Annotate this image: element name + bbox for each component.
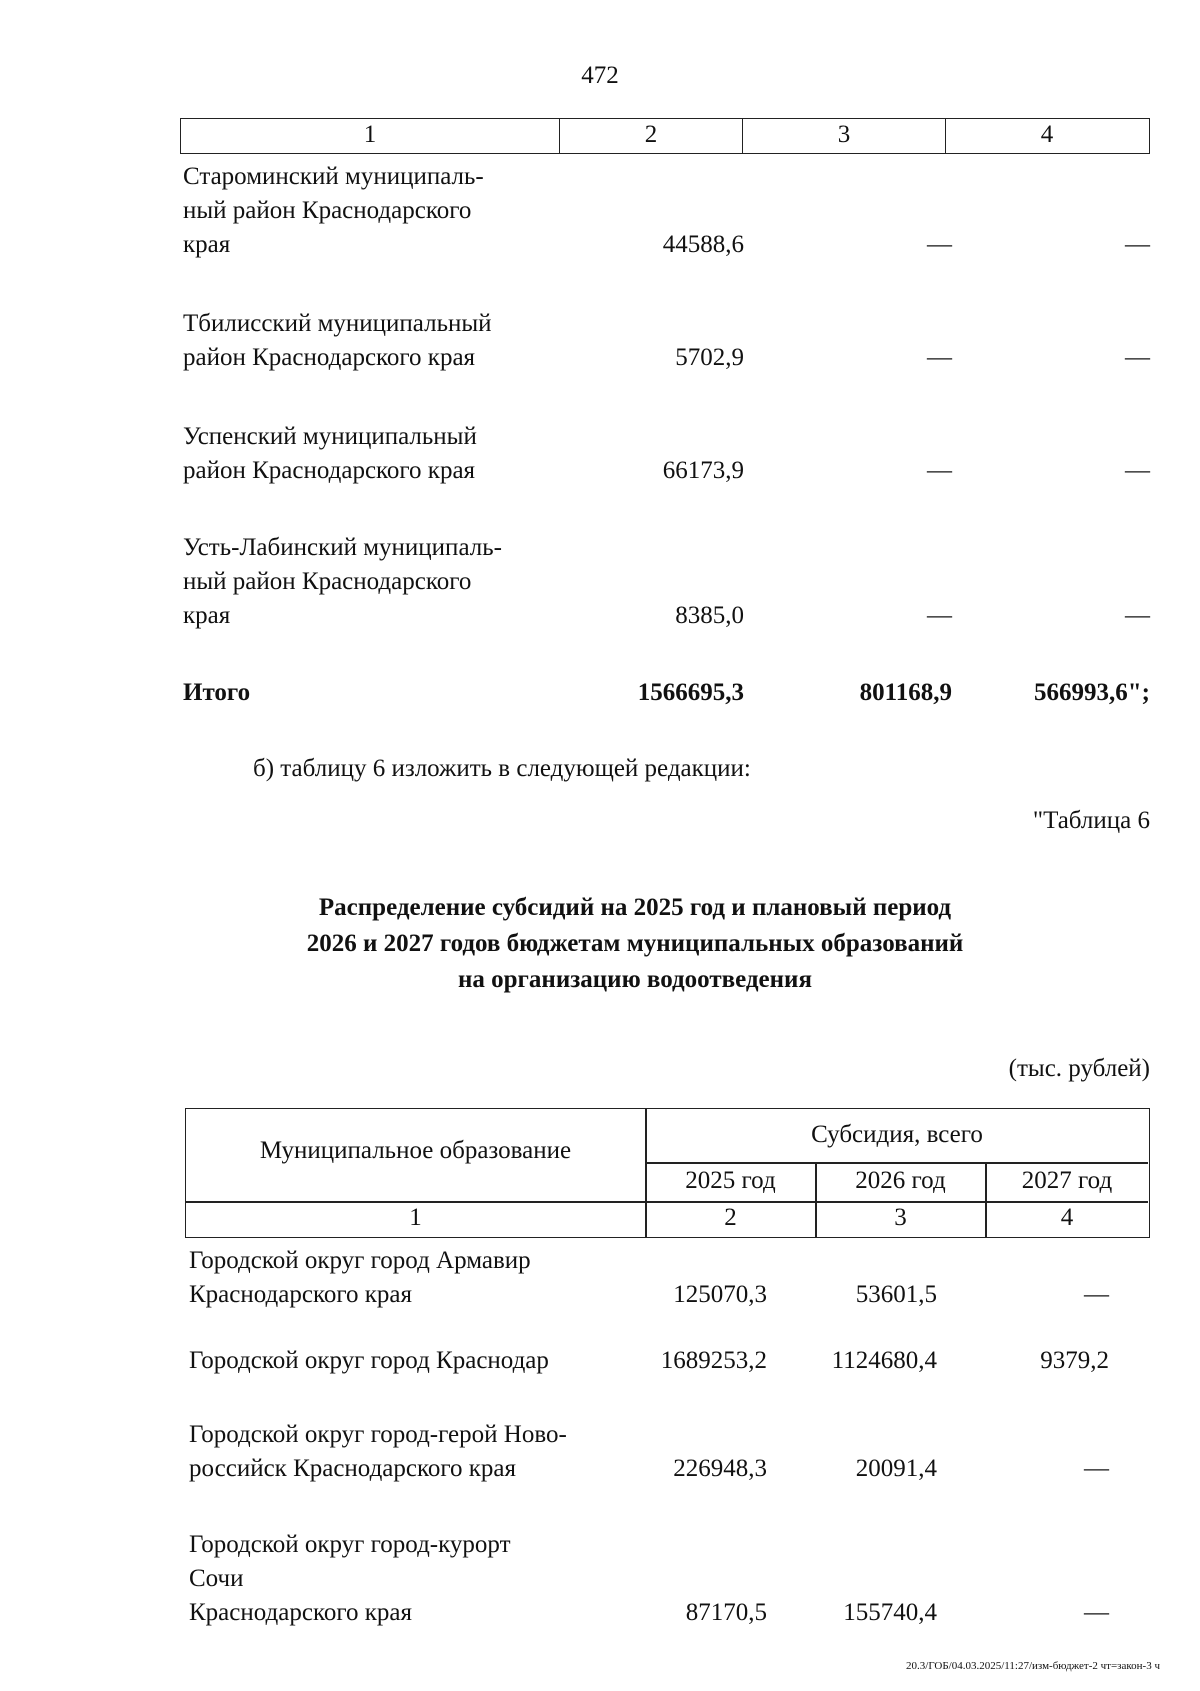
value-2025: 87170,5: [685, 1599, 767, 1626]
instruction-text: б) таблицу 6 изложить в следующей редакции:: [253, 755, 751, 782]
row-name: Городской округ город Краснодар: [189, 1347, 549, 1374]
table1-header-col3: 3: [743, 119, 946, 153]
table1-row: [183, 420, 1150, 488]
total-2027: 566993,6";: [1034, 679, 1150, 706]
table1-header-col4: 4: [1040, 121, 1054, 148]
value-2025: 66173,9: [662, 457, 744, 484]
total-2025: 1566695,3: [637, 679, 744, 706]
value-2026: 53601,5: [855, 1281, 937, 1308]
table1-header: [180, 118, 1150, 154]
table2-row: [189, 1244, 1150, 1312]
value-2027: —: [1125, 602, 1150, 629]
table1-row: [183, 531, 1150, 633]
table1-row: [183, 307, 1150, 375]
header-number-1: 1: [409, 1204, 422, 1231]
title-line: 2026 и 2027 годов бюджетам муниципальных образований: [306, 930, 964, 957]
value-2026: 155740,4: [843, 1599, 937, 1626]
table2-header: [185, 1108, 1150, 1238]
table2-row: [189, 1344, 1150, 1378]
value-2025: 226948,3: [673, 1455, 767, 1482]
table1-header-col2: 2: [560, 119, 743, 153]
total-label: Итого: [183, 679, 251, 706]
value-2027: 9379,2: [1040, 1347, 1109, 1374]
value-2026: —: [927, 344, 952, 371]
document-footer: 20.3/ГОБ/04.03.2025/11:27/изм-бюджет-2 чт=закон-3 ч: [906, 1660, 1160, 1672]
value-2025: 1689253,2: [660, 1347, 767, 1374]
row-name: Городской округ город-курорт Сочи Краснодарского края: [189, 1531, 511, 1626]
table2-row: [189, 1418, 1150, 1486]
header-number-2: 2: [724, 1204, 737, 1231]
title-line: Распределение субсидий на 2025 год и плановый период: [318, 894, 952, 921]
value-2026: —: [927, 231, 952, 258]
header-year-2027: 2027 год: [1021, 1167, 1113, 1194]
row-name: Староминский муниципаль- ный район Краснодарского края: [183, 163, 484, 258]
table2-row: [189, 1528, 1150, 1630]
table-label: "Таблица 6: [1032, 807, 1150, 834]
table1-row: [183, 160, 1150, 262]
value-2027: —: [1125, 231, 1150, 258]
row-name: Успенский муниципальный район Краснодарского края: [183, 423, 477, 484]
header-year-2026: 2026 год: [855, 1167, 946, 1194]
value-2025: 8385,0: [675, 602, 744, 629]
value-2025: 44588,6: [662, 231, 744, 258]
value-2027: —: [1125, 457, 1150, 484]
header-year-2025: 2025 год: [685, 1167, 776, 1194]
value-2026: —: [927, 602, 952, 629]
value-2026: —: [927, 457, 952, 484]
value-2027: —: [1084, 1281, 1109, 1308]
value-2027: —: [1084, 1455, 1109, 1482]
header-number-4: 4: [1060, 1204, 1074, 1231]
table1-header-col1: 1: [181, 119, 560, 153]
header-municipality: Муниципальное образование: [259, 1137, 572, 1164]
header-number-3: 3: [894, 1204, 907, 1231]
value-2026: 20091,4: [855, 1455, 937, 1482]
header-subsidy-total: Субсидия, всего: [811, 1121, 983, 1148]
row-name: Тбилисский муниципальный район Краснодарского края: [183, 310, 492, 371]
row-name: Городской округ город Армавир Краснодарского края: [189, 1247, 531, 1308]
value-2027: —: [1125, 344, 1150, 371]
table-title: [0, 890, 1200, 998]
value-2026: 1124680,4: [831, 1347, 937, 1374]
table1-total-row: [183, 676, 1150, 710]
row-name: Городской округ город-герой Ново- российск Краснодарского края: [189, 1421, 567, 1482]
value-2027: —: [1084, 1599, 1109, 1626]
row-name: Усть-Лабинский муниципаль- ный район Краснодарского края: [183, 534, 502, 629]
value-2025: 5702,9: [675, 344, 744, 371]
title-line: на организацию водоотведения: [458, 966, 812, 993]
value-2025: 125070,3: [673, 1281, 767, 1308]
units-label: (тыс. рублей): [1008, 1055, 1150, 1082]
total-2026: 801168,9: [859, 679, 952, 706]
page-number: 472: [581, 62, 619, 89]
